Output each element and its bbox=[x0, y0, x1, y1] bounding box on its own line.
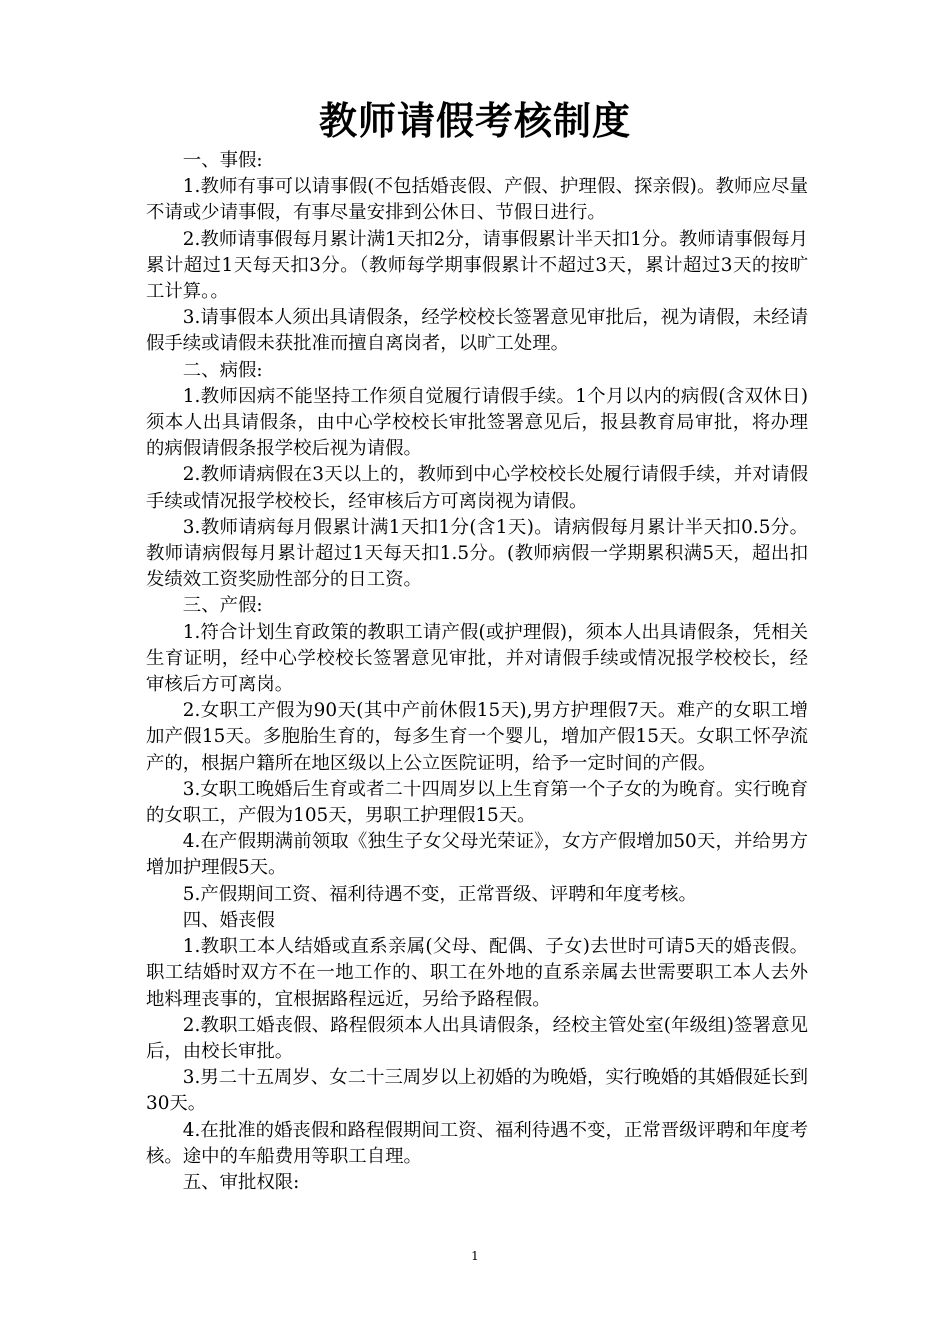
paragraph: 2.教师请事假每月累计满1天扣2分，请事假累计半天扣1分。教师请事假每月累计超过1天每天扣3分。（教师每学期事假累计不超过3天，累计超过3天的按旷工计算。。 bbox=[146, 228, 808, 303]
paragraph: 3.女职工晚婚后生育或者二十四周岁以上生育第一个子女的为晚育。实行晚育的女职工，产假为105天，男职工护理假15天。 bbox=[146, 778, 808, 827]
document-body bbox=[146, 148, 808, 1196]
paragraph: 4.在产假期满前领取《独生子女父母光荣证》，女方产假增加50天，并给男方增加护理假5天。 bbox=[146, 831, 808, 879]
paragraph: 1.教职工本人结婚或直系亲属(父母、配偶、子女)去世时可请5天的婚丧假。职工结婚时双方不在一地工作的、职工在外地的直系亲属去世需要职工本人去外地料理丧事的，宜根据路程远近，另给予路程假。 bbox=[146, 936, 808, 1010]
paragraph: 3.请事假本人须出具请假条，经学校校长签署意见审批后，视为请假，未经请假手续或请假未获批准而擅自离岗者，以旷工处理。 bbox=[146, 307, 808, 355]
paragraph: 1.教师有事可以请事假(不包括婚丧假、产假、护理假、探亲假)。教师应尽量不请或少请事假，有事尽量安排到公休日、节假日进行。 bbox=[146, 176, 808, 224]
paragraph: 1.教师因病不能坚持工作须自觉履行请假手续。1个月以内的病假(含双休日)须本人出具请假条，由中心学校校长审批签署意见后，报县教育局审批，将办理的病假请假条报学校后视为请假。 bbox=[146, 385, 808, 460]
section-heading-maternity-leave: 三、产假: bbox=[182, 595, 263, 617]
paragraph: 4.在批准的婚丧假和路程假期间工资、福利待遇不变，正常晋级评聘和年度考核。途中的车船费用等职工自理。 bbox=[146, 1119, 808, 1167]
paragraph: 3.男二十五周岁、女二十三周岁以上初婚的为晚婚，实行晚婚的其婚假延长到30天。 bbox=[146, 1067, 808, 1115]
section-heading-personal-leave: 一、事假: bbox=[182, 150, 263, 171]
section-heading-sick-leave: 二、病假: bbox=[182, 359, 263, 381]
document-title: 教师请假考核制度 bbox=[318, 98, 631, 143]
paragraph: 2.教师请病假在3天以上的，教师到中心学校校长处履行请假手续，并对请假手续或情况报学校校长，经审核后方可离岗视为请假。 bbox=[146, 464, 808, 512]
section-heading-marriage-funeral-leave: 四、婚丧假 bbox=[182, 909, 275, 931]
paragraph: 5.产假期间工资、福利待遇不变，正常晋级、评聘和年度考核。 bbox=[182, 883, 697, 905]
paragraph: 1.符合计划生育政策的教职工请产假(或护理假)，须本人出具请假条，凭相关生育证明，经中心学校校长签署意见审批，并对请假手续或情况报学校校长，经审核后方可离岗。 bbox=[146, 621, 808, 696]
page-number: 1 bbox=[471, 1249, 479, 1263]
paragraph: 2.女职工产假为90天(其中产前休假15天),男方护理假7天。难产的女职工增加产假15天。多胞胎生育的，每多生育一个婴儿，增加产假15天。女职工怀孕流产的，根据户籍所在地区级以上公立医院证明，给予一定时间的产假。 bbox=[146, 700, 808, 774]
section-heading-approval-authority: 五、审批权限: bbox=[182, 1171, 300, 1193]
paragraph: 3.教师请病每月假累计满1天扣1分(含1天)。请病假每月累计半天扣0.5分。教师请病假每月累计超过1天每天扣1.5分。(教师病假一学期累积满5天，超出扣发绩效工资奖励性部分的日工资。 bbox=[146, 516, 808, 591]
paragraph: 2.教职工婚丧假、路程假须本人出具请假条，经校主管处室(年级组)签署意见后，由校长审批。 bbox=[146, 1014, 808, 1062]
